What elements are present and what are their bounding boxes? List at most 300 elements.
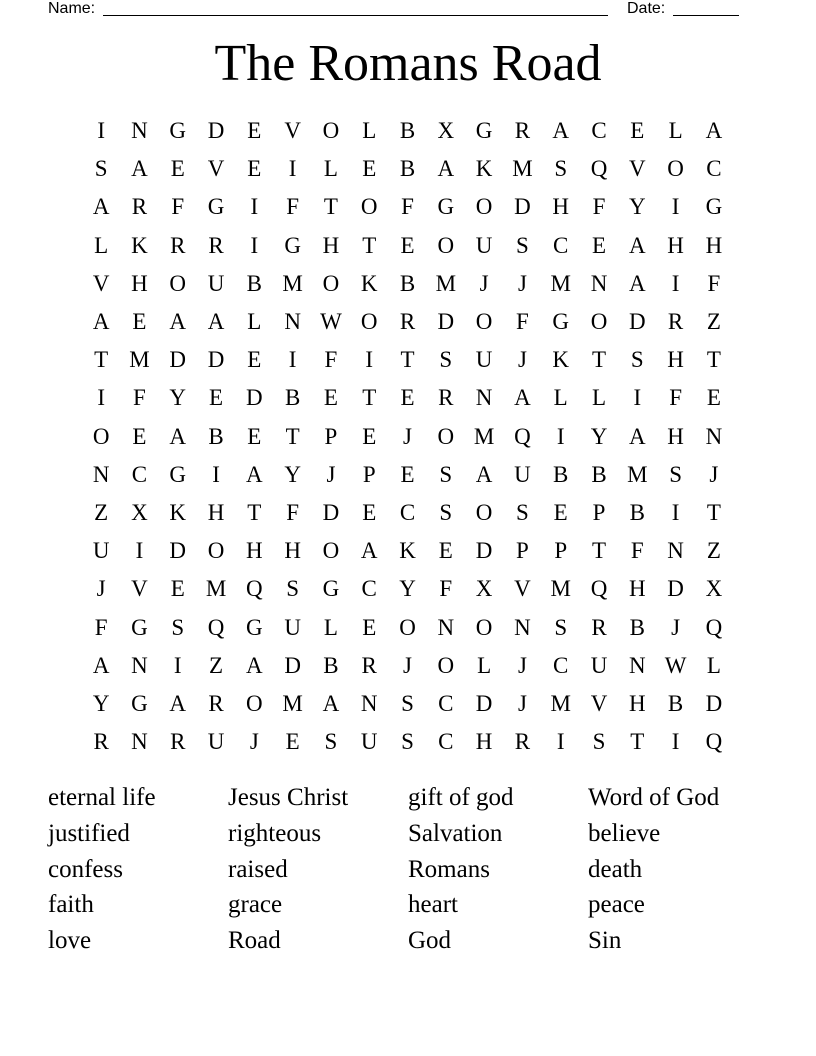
grid-letter[interactable]: B — [667, 690, 684, 716]
grid-letter[interactable]: A — [92, 652, 110, 678]
grid-letter[interactable]: J — [403, 652, 412, 678]
grid-letter[interactable]: G — [169, 461, 187, 487]
grid-letter[interactable]: N — [437, 614, 455, 640]
grid-letter[interactable]: R — [514, 118, 531, 144]
grid-letter[interactable]: A — [322, 690, 340, 716]
grid-letter[interactable]: L — [323, 156, 338, 182]
grid-letter[interactable]: L — [477, 652, 492, 678]
grid-letter[interactable]: J — [709, 461, 719, 487]
grid-letter[interactable]: H — [131, 270, 148, 296]
grid-letter[interactable]: X — [131, 499, 148, 525]
grid-letter[interactable]: Z — [209, 652, 224, 678]
grid-letter[interactable]: C — [438, 729, 454, 755]
grid-letter[interactable]: J — [517, 270, 527, 296]
grid-letter[interactable]: T — [706, 499, 721, 525]
grid-letter[interactable]: R — [93, 729, 109, 755]
grid-letter[interactable]: D — [705, 690, 723, 716]
grid-letter[interactable]: H — [475, 729, 493, 755]
grid-letter[interactable]: D — [169, 538, 187, 564]
grid-letter[interactable]: R — [170, 232, 186, 258]
grid-letter[interactable]: F — [133, 385, 146, 411]
grid-letter[interactable]: A — [705, 118, 723, 144]
grid-letter[interactable]: A — [246, 461, 263, 487]
grid-letter[interactable]: R — [361, 652, 377, 678]
grid-letter[interactable]: R — [208, 232, 224, 258]
grid-letter[interactable]: Y — [399, 576, 416, 602]
grid-letter[interactable]: A — [437, 156, 455, 182]
grid-letter[interactable]: U — [207, 270, 225, 296]
grid-letter[interactable]: E — [170, 156, 185, 182]
grid-letter[interactable]: I — [212, 461, 220, 487]
grid-letter[interactable]: J — [517, 347, 527, 373]
word-list-item: Salvation — [408, 819, 503, 847]
grid-letter[interactable]: K — [360, 270, 378, 296]
grid-letter[interactable]: G — [437, 194, 455, 220]
grid-letter[interactable]: H — [322, 232, 340, 258]
grid-letter[interactable]: X — [437, 118, 455, 144]
grid-letter[interactable]: M — [473, 423, 495, 449]
word-list-item: raised — [228, 855, 288, 883]
grid-letter[interactable]: T — [323, 194, 338, 220]
grid-letter[interactable]: U — [514, 461, 531, 487]
grid-letter[interactable]: R — [131, 194, 148, 220]
grid-letter[interactable]: G — [169, 118, 187, 144]
grid-letter[interactable]: E — [170, 576, 185, 602]
grid-letter[interactable]: X — [705, 576, 723, 602]
date-blank-line[interactable] — [673, 15, 739, 16]
grid-letter[interactable]: C — [706, 156, 722, 182]
grid-letter[interactable]: Q — [207, 614, 225, 640]
grid-letter[interactable]: E — [362, 423, 377, 449]
grid-letter[interactable]: S — [554, 156, 568, 182]
grid-letter[interactable]: B — [399, 156, 416, 182]
grid-letter[interactable]: A — [552, 118, 570, 144]
grid-letter[interactable]: G — [705, 194, 723, 220]
grid-letter[interactable]: K — [475, 156, 493, 182]
grid-letter[interactable]: O — [207, 538, 225, 564]
word-list-item: Jesus Christ — [228, 784, 349, 811]
grid-letter[interactable]: D — [514, 194, 531, 220]
grid-letter[interactable]: J — [517, 690, 527, 716]
grid-letter[interactable]: Q — [705, 614, 723, 640]
grid-letter[interactable]: S — [324, 729, 338, 755]
grid-letter[interactable]: E — [362, 614, 377, 640]
grid-letter[interactable]: A — [92, 194, 110, 220]
grid-letter[interactable]: J — [326, 461, 336, 487]
grid-letter[interactable]: O — [475, 309, 493, 335]
grid-letter[interactable]: D — [475, 538, 493, 564]
grid-letter[interactable]: V — [284, 118, 301, 144]
grid-letter[interactable]: U — [284, 614, 301, 640]
grid-letter[interactable]: V — [514, 576, 531, 602]
grid-letter[interactable]: R — [399, 309, 416, 335]
grid-letter[interactable]: O — [399, 614, 416, 640]
grid-letter[interactable]: H — [246, 538, 263, 564]
word-list — [48, 782, 788, 961]
grid-letter[interactable]: E — [362, 156, 377, 182]
grid-letter[interactable]: A — [514, 385, 531, 411]
grid-letter[interactable]: N — [284, 309, 301, 335]
grid-letter[interactable]: N — [667, 538, 684, 564]
grid-letter[interactable]: O — [322, 270, 340, 296]
grid-letter[interactable]: N — [131, 729, 148, 755]
grid-letter[interactable]: C — [591, 118, 607, 144]
grid-letter[interactable]: L — [323, 614, 338, 640]
grid-letter[interactable]: R — [208, 690, 224, 716]
grid-letter[interactable]: T — [94, 347, 109, 373]
grid-letter[interactable]: O — [437, 652, 455, 678]
grid-letter[interactable]: I — [556, 729, 565, 755]
grid-letter[interactable]: I — [288, 347, 297, 373]
grid-letter[interactable]: S — [669, 461, 682, 487]
grid-letter[interactable]: J — [403, 423, 412, 449]
grid-letter[interactable]: I — [173, 652, 182, 678]
grid-letter[interactable]: S — [439, 499, 453, 525]
grid-letter[interactable]: G — [207, 194, 225, 220]
grid-letter[interactable]: T — [591, 538, 607, 564]
grid-letter[interactable]: U — [92, 538, 110, 564]
grid-letter[interactable]: D — [628, 309, 646, 335]
grid-letter[interactable]: O — [92, 423, 110, 449]
grid-letter[interactable]: S — [439, 461, 453, 487]
grid-letter[interactable]: O — [475, 614, 493, 640]
grid-letter[interactable]: N — [475, 385, 493, 411]
grid-letter[interactable]: B — [399, 270, 416, 296]
grid-letter[interactable]: N — [360, 690, 378, 716]
grid-letter[interactable]: M — [282, 270, 303, 296]
grid-letter[interactable]: M — [205, 576, 227, 602]
grid-letter[interactable]: L — [94, 232, 109, 258]
grid-letter[interactable]: V — [628, 156, 646, 182]
grid-letter[interactable]: I — [633, 385, 642, 411]
grid-letter[interactable]: O — [360, 194, 378, 220]
grid-letter[interactable]: Z — [94, 499, 109, 525]
grid-letter[interactable]: G — [475, 118, 493, 144]
grid-row — [82, 608, 733, 646]
grid-letter[interactable]: A — [169, 690, 187, 716]
grid-letter[interactable]: M — [550, 270, 571, 296]
grid-letter[interactable]: L — [706, 652, 721, 678]
grid-letter[interactable]: N — [92, 461, 110, 487]
grid-letter[interactable]: T — [630, 729, 645, 755]
grid-letter[interactable]: Y — [628, 194, 646, 220]
grid-letter[interactable]: N — [705, 423, 723, 449]
grid-letter[interactable]: O — [437, 232, 455, 258]
grid-letter[interactable]: F — [707, 270, 721, 296]
grid-letter[interactable]: A — [169, 423, 187, 449]
grid-letter[interactable]: S — [401, 729, 414, 755]
grid-letter[interactable]: O — [667, 156, 684, 182]
grid-letter[interactable]: B — [629, 614, 645, 640]
grid-letter[interactable]: I — [671, 194, 680, 220]
grid-letter[interactable]: S — [401, 690, 414, 716]
word-list-item: Word of God — [588, 784, 720, 811]
grid-letter[interactable]: C — [131, 461, 148, 487]
grid-letter[interactable]: M — [282, 690, 303, 716]
grid-letter[interactable]: L — [247, 309, 262, 335]
grid-letter[interactable]: A — [131, 156, 148, 182]
grid-letter[interactable]: E — [247, 156, 262, 182]
grid-letter[interactable]: W — [664, 652, 687, 678]
grid-letter[interactable]: F — [286, 194, 300, 220]
grid-letter[interactable]: I — [671, 499, 680, 525]
grid-letter[interactable]: H — [705, 232, 723, 258]
grid-letter[interactable]: P — [554, 538, 568, 564]
grid-letter[interactable]: L — [668, 118, 683, 144]
grid-letter[interactable]: D — [246, 385, 263, 411]
grid-letter[interactable]: I — [671, 729, 680, 755]
grid-letter[interactable]: D — [207, 118, 225, 144]
grid-letter[interactable]: H — [667, 423, 684, 449]
grid-letter[interactable]: Y — [169, 385, 187, 411]
grid-letter[interactable]: O — [437, 423, 455, 449]
name-blank-line[interactable] — [103, 15, 608, 16]
grid-letter[interactable]: A — [207, 309, 225, 335]
grid-letter[interactable]: O — [322, 118, 340, 144]
grid-letter[interactable]: Y — [92, 690, 110, 716]
grid-letter[interactable]: B — [553, 461, 569, 487]
grid-letter[interactable]: P — [592, 499, 606, 525]
grid-letter[interactable]: O — [475, 194, 493, 220]
grid-letter[interactable]: A — [92, 309, 110, 335]
grid-letter[interactable]: V — [207, 156, 225, 182]
grid-letter[interactable]: G — [131, 690, 148, 716]
grid-letter[interactable]: V — [92, 270, 110, 296]
grid-letter[interactable]: E — [247, 347, 262, 373]
grid-letter[interactable]: E — [323, 385, 338, 411]
grid-letter[interactable]: I — [97, 118, 105, 144]
grid-letter[interactable]: C — [361, 576, 377, 602]
grid-letter[interactable]: C — [399, 499, 416, 525]
grid-letter[interactable]: F — [324, 347, 338, 373]
grid-letter[interactable]: N — [131, 118, 148, 144]
grid-letter[interactable]: L — [591, 385, 607, 411]
grid-letter[interactable]: O — [475, 499, 493, 525]
grid-letter[interactable]: O — [322, 538, 340, 564]
grid-letter[interactable]: F — [401, 194, 414, 220]
grid-letter[interactable]: A — [628, 423, 646, 449]
grid-letter[interactable]: O — [360, 309, 378, 335]
grid-letter[interactable]: S — [630, 347, 644, 373]
grid-letter[interactable]: A — [475, 461, 493, 487]
grid-letter[interactable]: E — [591, 232, 607, 258]
grid-letter[interactable]: I — [250, 232, 259, 258]
grid-letter[interactable]: U — [360, 729, 378, 755]
grid-letter[interactable]: D — [207, 347, 225, 373]
grid-letter[interactable]: N — [131, 652, 148, 678]
grid-letter[interactable]: M — [550, 690, 571, 716]
grid-letter[interactable]: E — [247, 423, 262, 449]
grid-letter[interactable]: H — [628, 576, 646, 602]
grid-letter[interactable]: G — [552, 309, 570, 335]
grid-letter[interactable]: G — [246, 614, 263, 640]
grid-letter[interactable]: I — [135, 538, 144, 564]
grid-letter[interactable]: L — [362, 118, 377, 144]
grid-letter[interactable]: G — [284, 232, 301, 258]
grid-letter[interactable]: D — [284, 652, 301, 678]
grid-letter[interactable]: A — [628, 270, 646, 296]
grid-letter[interactable]: R — [170, 729, 186, 755]
grid-letter[interactable]: M — [435, 270, 457, 296]
grid-letter[interactable]: F — [630, 538, 644, 564]
grid-letter[interactable]: M — [129, 347, 150, 373]
grid-letter[interactable]: E — [209, 385, 224, 411]
grid-letter[interactable]: X — [475, 576, 493, 602]
grid-letter[interactable]: S — [592, 729, 606, 755]
grid-letter[interactable]: F — [592, 194, 606, 220]
grid-letter[interactable]: V — [590, 690, 608, 716]
grid-letter[interactable]: Q — [590, 156, 608, 182]
grid-letter[interactable]: T — [400, 347, 415, 373]
grid-letter[interactable]: F — [171, 194, 185, 220]
grid-letter[interactable]: D — [169, 347, 187, 373]
grid-letter[interactable]: Q — [705, 729, 723, 755]
grid-letter[interactable]: Q — [246, 576, 263, 602]
grid-letter[interactable]: U — [475, 347, 493, 373]
grid-letter[interactable]: O — [169, 270, 187, 296]
grid-letter[interactable]: T — [285, 423, 300, 449]
grid-letter[interactable]: E — [400, 385, 415, 411]
grid-letter[interactable]: E — [630, 118, 645, 144]
grid-letter[interactable]: E — [400, 232, 415, 258]
grid-letter[interactable]: J — [249, 729, 259, 755]
grid-letter[interactable]: Y — [590, 423, 608, 449]
grid-letter[interactable]: B — [399, 118, 416, 144]
grid-letter[interactable]: P — [324, 423, 338, 449]
grid-letter[interactable]: E — [706, 385, 721, 411]
grid-letter[interactable]: E — [247, 118, 262, 144]
grid-letter[interactable]: M — [512, 156, 533, 182]
word-list-item: confess — [48, 855, 123, 883]
grid-letter[interactable]: H — [552, 194, 570, 220]
grid-letter[interactable]: R — [514, 729, 531, 755]
grid-letter[interactable]: O — [590, 309, 608, 335]
grid-letter[interactable]: S — [171, 614, 185, 640]
grid-letter[interactable]: N — [590, 270, 608, 296]
grid-letter[interactable]: B — [629, 499, 645, 525]
grid-letter[interactable]: P — [516, 538, 529, 564]
grid-letter[interactable]: H — [667, 347, 684, 373]
grid-letter[interactable]: C — [553, 232, 569, 258]
grid-letter[interactable]: C — [438, 690, 454, 716]
word-list-item: Road — [228, 927, 281, 955]
grid-letter[interactable]: I — [97, 385, 105, 411]
grid-letter[interactable]: F — [439, 576, 453, 602]
grid-letter[interactable]: B — [323, 652, 339, 678]
grid-letter[interactable]: I — [365, 347, 374, 373]
grid-letter[interactable]: U — [475, 232, 493, 258]
grid-letter[interactable]: T — [247, 499, 262, 525]
grid-letter[interactable]: A — [169, 309, 187, 335]
grid-letter[interactable]: E — [438, 538, 453, 564]
grid-letter[interactable]: S — [516, 499, 529, 525]
grid-letter[interactable]: U — [207, 729, 225, 755]
grid-letter[interactable]: D — [475, 690, 493, 716]
grid-letter[interactable]: W — [320, 309, 342, 335]
grid-letter[interactable]: J — [517, 652, 527, 678]
grid-letter[interactable]: R — [591, 614, 607, 640]
grid-letter[interactable]: T — [591, 347, 607, 373]
grid-letter[interactable]: B — [591, 461, 607, 487]
grid-letter[interactable]: F — [669, 385, 682, 411]
grid-letter[interactable]: E — [132, 423, 147, 449]
grid-letter[interactable]: F — [516, 309, 529, 335]
grid-letter[interactable]: V — [131, 576, 148, 602]
grid-letter[interactable]: Z — [706, 309, 721, 335]
grid-letter[interactable]: S — [94, 156, 108, 182]
grid-letter[interactable]: T — [362, 385, 377, 411]
grid-letter[interactable]: C — [553, 652, 569, 678]
grid-letter[interactable]: I — [250, 194, 259, 220]
grid-letter[interactable]: B — [284, 385, 301, 411]
grid-letter[interactable]: N — [514, 614, 531, 640]
grid-letter[interactable]: P — [362, 461, 376, 487]
grid-letter[interactable]: B — [246, 270, 262, 296]
grid-letter[interactable]: M — [550, 576, 571, 602]
grid-letter[interactable]: G — [322, 576, 340, 602]
grid-letter[interactable]: A — [628, 232, 646, 258]
grid-letter[interactable]: Q — [514, 423, 531, 449]
grid-letter[interactable]: T — [706, 347, 721, 373]
grid-letter[interactable]: H — [284, 538, 301, 564]
grid-letter[interactable]: R — [667, 309, 684, 335]
grid-letter[interactable]: B — [208, 423, 224, 449]
grid-letter[interactable]: H — [667, 232, 684, 258]
grid-letter[interactable]: D — [322, 499, 340, 525]
grid-letter[interactable]: E — [285, 729, 300, 755]
grid-letter[interactable]: Q — [590, 576, 608, 602]
grid-letter[interactable]: G — [131, 614, 148, 640]
grid-row — [82, 723, 733, 761]
grid-letter[interactable]: K — [399, 538, 416, 564]
grid-letter[interactable]: O — [246, 690, 263, 716]
grid-letter[interactable]: J — [479, 270, 489, 296]
grid-letter[interactable]: T — [362, 232, 377, 258]
grid-letter[interactable]: R — [438, 385, 454, 411]
grid-letter[interactable]: D — [667, 576, 684, 602]
grid-letter[interactable]: H — [628, 690, 646, 716]
grid-letter[interactable]: E — [400, 461, 415, 487]
grid-letter[interactable]: U — [590, 652, 608, 678]
grid-letter[interactable]: J — [671, 614, 681, 640]
grid-letter[interactable]: E — [132, 309, 147, 335]
grid-letter[interactable]: I — [288, 156, 297, 182]
grid-letter[interactable]: D — [437, 309, 455, 335]
grid-letter[interactable]: F — [94, 614, 108, 640]
grid-letter[interactable]: J — [96, 576, 106, 602]
grid-letter[interactable]: F — [286, 499, 300, 525]
grid-letter[interactable]: S — [286, 576, 300, 602]
grid-letter[interactable]: S — [554, 614, 568, 640]
grid-letter[interactable]: A — [246, 652, 263, 678]
grid-letter[interactable]: I — [556, 423, 565, 449]
grid-letter[interactable]: Z — [706, 538, 721, 564]
grid-letter[interactable]: K — [552, 347, 570, 373]
grid-letter[interactable]: Y — [284, 461, 301, 487]
grid-letter[interactable]: A — [360, 538, 378, 564]
grid-letter[interactable]: M — [627, 461, 648, 487]
grid-letter[interactable]: N — [628, 652, 646, 678]
grid-letter[interactable]: E — [362, 499, 377, 525]
grid-letter[interactable]: H — [207, 499, 225, 525]
grid-letter[interactable]: E — [553, 499, 568, 525]
grid-letter[interactable]: S — [516, 232, 529, 258]
grid-letter[interactable]: I — [671, 270, 680, 296]
grid-letter[interactable]: K — [169, 499, 187, 525]
grid-letter[interactable]: L — [553, 385, 568, 411]
grid-letter[interactable]: S — [439, 347, 453, 373]
grid-letter[interactable]: K — [131, 232, 148, 258]
